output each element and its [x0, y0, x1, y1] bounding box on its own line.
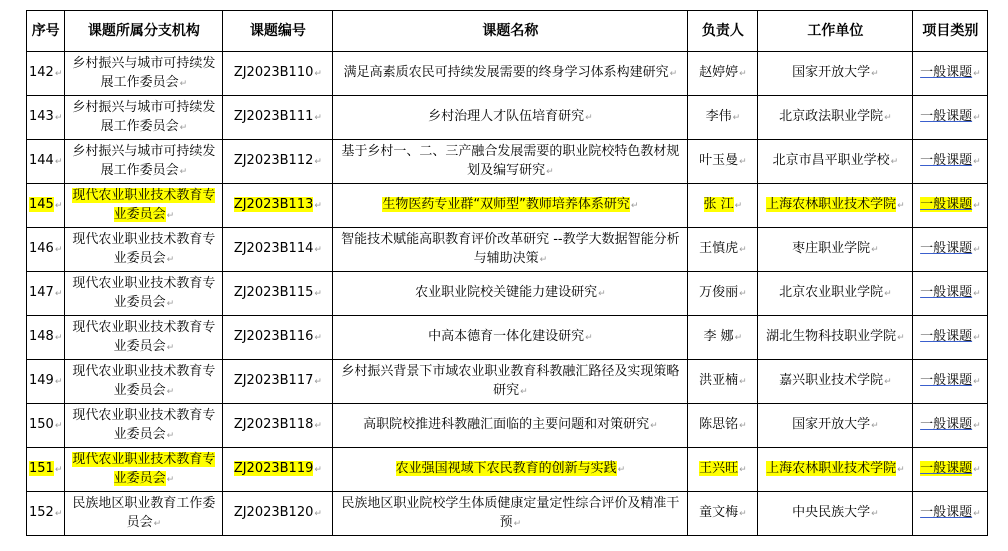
paragraph-mark-icon: ↵: [54, 289, 63, 299]
row-leader: 王慎虎: [699, 241, 739, 256]
paragraph-mark-icon: ↵: [973, 157, 981, 167]
row-category: 一般课题: [920, 65, 973, 80]
row-category: 一般课题: [920, 461, 973, 476]
row-leader-cell: [688, 492, 758, 536]
header-category: 项目类别: [913, 11, 988, 52]
row-branch-cell: [65, 228, 223, 272]
paragraph-mark-icon: ↵: [973, 245, 981, 255]
row-leader: 李伟: [705, 109, 732, 124]
row-title: 满足高素质农民可持续发展需要的终身学习体系构建研究: [343, 65, 669, 80]
paragraph-mark-icon: ↵: [54, 69, 63, 79]
paragraph-mark-icon: ↵: [973, 333, 981, 343]
row-leader-cell: [688, 448, 758, 492]
row-title: 生物医药专业群“双师型”教师培养体系研究: [382, 197, 630, 212]
row-number-cell: [27, 316, 65, 360]
row-branch-cell: [65, 272, 223, 316]
row-title: 高职院校推进科教融汇面临的主要问题和对策研究: [363, 417, 650, 432]
paragraph-mark-icon: ↵: [314, 157, 322, 167]
row-title: 中高本德育一体化建设研究: [428, 329, 585, 344]
row-branch: 现代农业职业技术教育专业委员会: [72, 363, 216, 398]
row-number-cell: [27, 360, 65, 404]
row-number: 145: [29, 197, 54, 212]
row-number: 143: [29, 109, 54, 124]
paragraph-mark-icon: ↵: [739, 465, 747, 475]
row-title-cell: [333, 448, 688, 492]
table-row: [27, 404, 988, 448]
row-code-cell: [223, 140, 333, 184]
paragraph-mark-icon: ↵: [871, 245, 879, 255]
row-leader: 李 娜: [703, 329, 734, 344]
paragraph-mark-icon: ↵: [669, 69, 678, 79]
paragraph-mark-icon: ↵: [54, 201, 63, 211]
paragraph-mark-icon: ↵: [166, 342, 175, 353]
paragraph-mark-icon: ↵: [630, 201, 639, 211]
row-branch-cell: [65, 184, 223, 228]
row-number: 152: [29, 505, 54, 520]
row-code: ZJ2023B112: [233, 153, 314, 168]
row-number-cell: [27, 184, 65, 228]
row-unit-cell: [758, 448, 913, 492]
row-branch-cell: [65, 316, 223, 360]
row-unit-cell: [758, 184, 913, 228]
header-title: 课题名称: [333, 11, 688, 52]
paragraph-mark-icon: ↵: [739, 421, 747, 431]
row-number-cell: [27, 52, 65, 96]
row-leader: 洪亚楠: [699, 373, 739, 388]
paragraph-mark-icon: ↵: [739, 157, 747, 167]
row-unit-cell: [758, 272, 913, 316]
row-number-cell: [27, 140, 65, 184]
row-code-cell: [223, 184, 333, 228]
row-title-cell: [333, 404, 688, 448]
row-leader: 叶玉曼: [699, 153, 739, 168]
row-title-cell: [333, 316, 688, 360]
row-category: 一般课题: [920, 241, 973, 256]
row-branch: 现代农业职业技术教育专业委员会: [72, 231, 216, 266]
row-category-cell: [913, 316, 988, 360]
row-code-cell: [223, 492, 333, 536]
row-category-cell: [913, 184, 988, 228]
paragraph-mark-icon: ↵: [871, 69, 879, 79]
row-category-cell: [913, 228, 988, 272]
row-unit: 北京农业职业学院: [779, 285, 884, 300]
row-unit: 上海农林职业技术学院: [766, 461, 897, 476]
row-code-cell: [223, 316, 333, 360]
row-leader-cell: [688, 272, 758, 316]
row-unit-cell: [758, 404, 913, 448]
row-leader: 王兴旺: [699, 461, 739, 476]
paragraph-mark-icon: ↵: [973, 69, 981, 79]
paragraph-mark-icon: ↵: [166, 254, 175, 265]
table-row: [27, 96, 988, 140]
project-table: [26, 10, 988, 536]
row-code: ZJ2023B110: [233, 65, 314, 80]
row-branch-cell: [65, 96, 223, 140]
row-category-cell: [913, 140, 988, 184]
paragraph-mark-icon: ↵: [314, 289, 322, 299]
row-number: 144: [29, 153, 54, 168]
row-number: 147: [29, 285, 54, 300]
paragraph-mark-icon: ↵: [884, 113, 892, 123]
paragraph-mark-icon: ↵: [54, 333, 63, 343]
row-branch-cell: [65, 492, 223, 536]
row-leader-cell: [688, 52, 758, 96]
table-row: [27, 52, 988, 96]
paragraph-mark-icon: ↵: [585, 333, 593, 343]
row-branch: 乡村振兴与城市可持续发展工作委员会: [72, 55, 216, 90]
paragraph-mark-icon: ↵: [973, 509, 981, 519]
paragraph-mark-icon: ↵: [973, 201, 981, 211]
row-branch: 现代农业职业技术教育专业委员会: [72, 275, 216, 310]
paragraph-mark-icon: ↵: [54, 245, 63, 255]
row-unit-cell: [758, 96, 913, 140]
row-leader-cell: [688, 228, 758, 272]
row-unit-cell: [758, 316, 913, 360]
row-unit-cell: [758, 228, 913, 272]
row-code: ZJ2023B113: [233, 197, 314, 212]
row-category: 一般课题: [920, 329, 973, 344]
paragraph-mark-icon: ↵: [617, 465, 626, 475]
row-title: 乡村振兴背景下市域农业职业教育科教融汇路径及实现策略研究: [341, 363, 680, 398]
row-leader-cell: [688, 316, 758, 360]
row-category-cell: [913, 448, 988, 492]
row-title: 基于乡村一、二、三产融合发展需要的职业院校特色教材规划及编写研究: [341, 143, 680, 178]
row-branch: 乡村振兴与城市可持续发展工作委员会: [72, 99, 216, 134]
paragraph-mark-icon: ↵: [314, 69, 322, 79]
paragraph-mark-icon: ↵: [54, 421, 63, 431]
row-title: 农业强国视域下农民教育的创新与实践: [395, 461, 617, 476]
paragraph-mark-icon: ↵: [734, 201, 743, 211]
paragraph-mark-icon: ↵: [973, 377, 981, 387]
table-row: [27, 184, 988, 228]
paragraph-mark-icon: ↵: [973, 421, 981, 431]
row-category-cell: [913, 96, 988, 140]
paragraph-mark-icon: ↵: [314, 421, 322, 431]
row-title-cell: [333, 228, 688, 272]
row-unit-cell: [758, 140, 913, 184]
paragraph-mark-icon: ↵: [973, 113, 981, 123]
row-leader-cell: [688, 140, 758, 184]
row-code-cell: [223, 404, 333, 448]
row-title: 农业职业院校关键能力建设研究: [415, 285, 598, 300]
row-number-cell: [27, 96, 65, 140]
paragraph-mark-icon: ↵: [739, 69, 747, 79]
row-code: ZJ2023B117: [233, 373, 314, 388]
row-code-cell: [223, 360, 333, 404]
paragraph-mark-icon: ↵: [739, 245, 747, 255]
row-unit: 枣庄职业学院: [792, 241, 871, 256]
row-branch: 乡村振兴与城市可持续发展工作委员会: [72, 143, 216, 178]
row-code-cell: [223, 448, 333, 492]
row-code: ZJ2023B116: [233, 329, 314, 344]
paragraph-mark-icon: ↵: [54, 465, 63, 475]
row-code: ZJ2023B115: [233, 285, 314, 300]
paragraph-mark-icon: ↵: [897, 201, 905, 211]
row-number: 150: [29, 417, 54, 432]
row-code-cell: [223, 272, 333, 316]
header-number: 序号: [27, 11, 65, 52]
row-leader: 张 江: [703, 197, 734, 212]
row-title: 民族地区职业院校学生体质健康定量定性综合评价及精准干预: [341, 495, 680, 530]
row-unit-cell: [758, 360, 913, 404]
paragraph-mark-icon: ↵: [890, 157, 899, 167]
paragraph-mark-icon: ↵: [314, 201, 322, 211]
row-branch-cell: [65, 360, 223, 404]
row-title-cell: [333, 140, 688, 184]
row-code: ZJ2023B114: [233, 241, 314, 256]
paragraph-mark-icon: ↵: [734, 333, 743, 343]
paragraph-mark-icon: ↵: [314, 333, 322, 343]
header-branch: 课题所属分支机构: [65, 11, 223, 52]
header-row: [27, 11, 988, 52]
row-title: 乡村治理人才队伍培育研究: [428, 109, 585, 124]
row-category: 一般课题: [920, 109, 973, 124]
row-number: 151: [29, 461, 54, 476]
header-leader: 负责人: [688, 11, 758, 52]
row-unit: 嘉兴职业技术学院: [779, 373, 884, 388]
row-unit-cell: [758, 492, 913, 536]
row-leader: 童文梅: [699, 505, 739, 520]
row-code-cell: [223, 52, 333, 96]
paragraph-mark-icon: ↵: [884, 377, 892, 387]
paragraph-mark-icon: ↵: [650, 421, 658, 431]
paragraph-mark-icon: ↵: [739, 289, 747, 299]
row-title: 智能技术赋能高职教育评价改革研究 --教学大数据智能分析与辅助决策: [341, 231, 680, 266]
row-category-cell: [913, 404, 988, 448]
row-code: ZJ2023B120: [233, 505, 314, 520]
row-unit-cell: [758, 52, 913, 96]
paragraph-mark-icon: ↵: [520, 386, 528, 397]
paragraph-mark-icon: ↵: [54, 509, 63, 519]
paragraph-mark-icon: ↵: [513, 518, 522, 529]
row-unit: 北京市昌平职业学校: [772, 153, 890, 168]
row-category-cell: [913, 492, 988, 536]
paragraph-mark-icon: ↵: [179, 78, 188, 89]
table-row: [27, 448, 988, 492]
table-row: [27, 140, 988, 184]
table-row: [27, 492, 988, 536]
paragraph-mark-icon: ↵: [54, 377, 63, 387]
row-code: ZJ2023B118: [233, 417, 314, 432]
row-number-cell: [27, 228, 65, 272]
paragraph-mark-icon: ↵: [166, 430, 175, 441]
paragraph-mark-icon: ↵: [314, 509, 322, 519]
row-number: 146: [29, 241, 54, 256]
row-branch: 现代农业职业技术教育专业委员会: [72, 407, 216, 442]
row-branch-cell: [65, 52, 223, 96]
row-leader-cell: [688, 404, 758, 448]
row-category-cell: [913, 272, 988, 316]
paragraph-mark-icon: ↵: [585, 113, 593, 123]
paragraph-mark-icon: ↵: [884, 289, 892, 299]
row-unit: 北京政法职业学院: [779, 109, 884, 124]
paragraph-mark-icon: ↵: [166, 298, 175, 309]
row-leader-cell: [688, 96, 758, 140]
paragraph-mark-icon: ↵: [166, 474, 175, 485]
paragraph-mark-icon: ↵: [166, 386, 175, 397]
row-number: 149: [29, 373, 54, 388]
row-unit: 国家开放大学: [792, 417, 871, 432]
row-unit: 上海农林职业技术学院: [766, 197, 897, 212]
row-branch-cell: [65, 448, 223, 492]
paragraph-mark-icon: ↵: [897, 333, 905, 343]
row-category: 一般课题: [920, 373, 973, 388]
paragraph-mark-icon: ↵: [973, 289, 981, 299]
paragraph-mark-icon: ↵: [739, 509, 747, 519]
row-number-cell: [27, 448, 65, 492]
header-code: 课题编号: [223, 11, 333, 52]
row-code-cell: [223, 228, 333, 272]
paragraph-mark-icon: ↵: [871, 421, 879, 431]
row-leader: 陈思铭: [699, 417, 739, 432]
row-unit: 湖北生物科技职业学院: [766, 329, 897, 344]
row-category: 一般课题: [920, 417, 973, 432]
paragraph-mark-icon: ↵: [314, 245, 322, 255]
row-title-cell: [333, 360, 688, 404]
table-row: [27, 316, 988, 360]
row-number-cell: [27, 492, 65, 536]
table-row: [27, 228, 988, 272]
row-number-cell: [27, 272, 65, 316]
row-unit: 中央民族大学: [792, 505, 871, 520]
row-code: ZJ2023B119: [233, 461, 314, 476]
row-branch: 现代农业职业技术教育专业委员会: [72, 187, 216, 222]
row-title-cell: [333, 52, 688, 96]
paragraph-mark-icon: ↵: [314, 113, 322, 123]
paragraph-mark-icon: ↵: [179, 122, 188, 133]
row-leader-cell: [688, 360, 758, 404]
row-category-cell: [913, 52, 988, 96]
paragraph-mark-icon: ↵: [166, 210, 175, 221]
row-category: 一般课题: [920, 505, 973, 520]
row-number: 142: [29, 65, 54, 80]
row-leader: 赵婷婷: [699, 65, 739, 80]
paragraph-mark-icon: ↵: [179, 166, 188, 177]
paragraph-mark-icon: ↵: [973, 465, 981, 475]
row-title-cell: [333, 272, 688, 316]
table-row: [27, 272, 988, 316]
row-code: ZJ2023B111: [233, 109, 314, 124]
paragraph-mark-icon: ↵: [739, 377, 747, 387]
paragraph-mark-icon: ↵: [546, 166, 554, 177]
paragraph-mark-icon: ↵: [598, 289, 606, 299]
paragraph-mark-icon: ↵: [153, 518, 162, 529]
row-title-cell: [333, 492, 688, 536]
row-branch: 现代农业职业技术教育专业委员会: [72, 319, 216, 354]
table-body: [27, 52, 988, 536]
paragraph-mark-icon: ↵: [54, 113, 63, 123]
row-branch: 现代农业职业技术教育专业委员会: [72, 451, 216, 486]
row-unit: 国家开放大学: [792, 65, 871, 80]
header-unit: 工作单位: [758, 11, 913, 52]
row-category: 一般课题: [920, 285, 973, 300]
row-title-cell: [333, 96, 688, 140]
paragraph-mark-icon: ↵: [871, 509, 879, 519]
row-leader: 万俊丽: [699, 285, 739, 300]
row-branch: 民族地区职业教育工作委员会: [72, 495, 216, 530]
table-row: [27, 360, 988, 404]
row-leader-cell: [688, 184, 758, 228]
row-number-cell: [27, 404, 65, 448]
row-category: 一般课题: [920, 197, 973, 212]
row-branch-cell: [65, 404, 223, 448]
paragraph-mark-icon: ↵: [54, 157, 63, 167]
row-number: 148: [29, 329, 54, 344]
row-category-cell: [913, 360, 988, 404]
paragraph-mark-icon: ↵: [539, 254, 548, 265]
row-code-cell: [223, 96, 333, 140]
row-category: 一般课题: [920, 153, 973, 168]
paragraph-mark-icon: ↵: [314, 377, 322, 387]
paragraph-mark-icon: ↵: [314, 465, 322, 475]
paragraph-mark-icon: ↵: [897, 465, 905, 475]
row-branch-cell: [65, 140, 223, 184]
paragraph-mark-icon: ↵: [732, 113, 741, 123]
row-title-cell: [333, 184, 688, 228]
